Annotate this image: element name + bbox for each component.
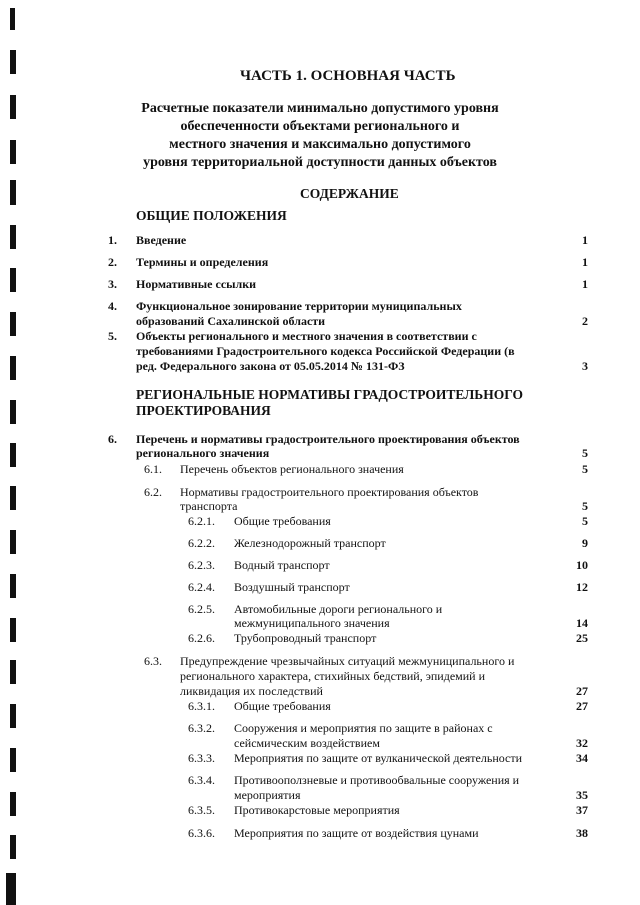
toc-item-title: межмуниципального значения [234,616,390,630]
toc-item-page: 5 [582,514,588,528]
contents-heading: СОДЕРЖАНИЕ [300,186,399,201]
toc-item-title: мероприятия [234,788,301,802]
toc-item-number: 2. [108,255,117,269]
toc-item-page: 35 [576,788,588,802]
toc-item-page: 34 [576,751,588,765]
toc-item-number: 6.3.2. [188,721,215,735]
toc-item-number: 1. [108,233,117,247]
toc-item-number: 6.3.1. [188,699,215,713]
toc-item-title: Трубопроводный транспорт [234,631,377,645]
toc-item-number: 3. [108,277,117,291]
toc-item-number: 6.2.5. [188,602,215,616]
subtitle-line-1: Расчетные показатели минимально допустимого уровня [141,101,499,116]
toc-item-number: 6.3.5. [188,803,215,817]
toc-item-page: 5 [582,446,588,460]
toc-item-number: 6.3.4. [188,773,215,787]
toc-item-number: 6.3.3. [188,751,215,765]
toc-item-page: 3 [582,359,588,373]
toc-item-title: Воздушный транспорт [234,580,350,594]
toc-item-title: образований Сахалинской области [136,314,326,328]
toc-item-number: 6.3.6. [188,826,215,840]
toc-item-page: 37 [576,803,588,817]
toc-item-number: 6.2.3. [188,558,215,572]
toc-item-title: Нормативные ссылки [136,277,257,291]
toc-item-page: 38 [576,826,588,840]
toc-item-title: Введение [136,233,187,247]
toc-item-title: Нормативы градостроительного проектирования объектов [180,485,479,499]
toc-item-title: сейсмическим воздействием [234,736,380,750]
toc-item-page: 1 [582,233,588,247]
toc-item-title: Железнодорожный транспорт [234,536,386,550]
section-regional-line-1: РЕГИОНАЛЬНЫЕ НОРМАТИВЫ ГРАДОСТРОИТЕЛЬНОГО [136,387,523,402]
toc-item-title: Сооружения и мероприятия по защите в районах с [234,721,493,735]
toc-item-number: 6.2.1. [188,514,215,528]
toc-item-title: Мероприятия по защите от вулканической деятельности [234,751,523,765]
toc-item-title: Перечень объектов регионального значения [180,462,404,476]
toc-item-title: регионального значения [136,446,270,460]
toc-item-number: 4. [108,299,117,313]
toc-item-page: 32 [576,736,588,750]
toc-item-number: 5. [108,329,117,343]
subtitle-line-2: обеспеченности объектами регионального и [180,119,460,134]
toc-item-page: 25 [576,631,588,645]
toc-item-page: 1 [582,255,588,269]
toc-item-number: 6. [108,432,117,446]
toc-item-page: 2 [582,314,588,328]
toc-item-number: 6.2.2. [188,536,215,550]
toc-item-page: 12 [576,580,588,594]
toc-item-number: 6.2. [144,485,162,499]
toc-item-number: 6.1. [144,462,162,476]
toc-item-title: Противокарстовые мероприятия [234,803,400,817]
toc-item-title: Автомобильные дороги регионального и [234,602,443,616]
subtitle-line-3: местного значения и максимально допустимого [169,137,471,152]
section-general: ОБЩИЕ ПОЛОЖЕНИЯ [136,208,287,223]
toc-item-title: Термины и определения [136,255,269,269]
toc-item-title: Объекты регионального и местного значения в соответствии с [136,329,477,343]
toc-item-title: Функциональное зонирование территории муниципальных [136,299,462,313]
toc-item-title: ред. Федерального закона от 05.05.2014 № 131-ФЗ [136,359,405,373]
toc-item-title: Общие требования [234,699,331,713]
toc-item-page: 27 [576,684,588,698]
toc-item-title: Противооползневые и противообвальные сооружения и [234,773,520,787]
toc-item-page: 14 [576,616,588,630]
part-title: ЧАСТЬ 1. ОСНОВНАЯ ЧАСТЬ [240,68,456,84]
toc-item-page: 5 [582,499,588,513]
toc-item-title: ликвидация их последствий [180,684,323,698]
subtitle-line-4: уровня территориальной доступности данных объектов [143,155,497,170]
toc-item-number: 6.2.6. [188,631,215,645]
toc-item-page: 1 [582,277,588,291]
toc-item-title: Общие требования [234,514,331,528]
toc-item-title: Мероприятия по защите от воздействия цунами [234,826,479,840]
toc-item-title: транспорта [180,499,238,513]
toc-item-title: требованиями Градостроительного кодекса Российской Федерации (в [136,344,515,358]
toc-item-page: 10 [576,558,588,572]
toc-item-page: 9 [582,536,588,550]
toc-item-number: 6.3. [144,654,162,668]
toc-item-title: Перечень и нормативы градостроительного проектирования объектов [136,432,520,446]
section-regional-line-2: ПРОЕКТИРОВАНИЯ [136,403,271,418]
toc-item-number: 6.2.4. [188,580,215,594]
toc-item-title: регионального характера, стихийных бедствий, эпидемий и [180,669,485,683]
toc-item-title: Водный транспорт [234,558,330,572]
toc-item-title: Предупреждение чрезвычайных ситуаций межмуниципального и [180,654,515,668]
toc-item-page: 27 [576,699,588,713]
toc-item-page: 5 [582,462,588,476]
